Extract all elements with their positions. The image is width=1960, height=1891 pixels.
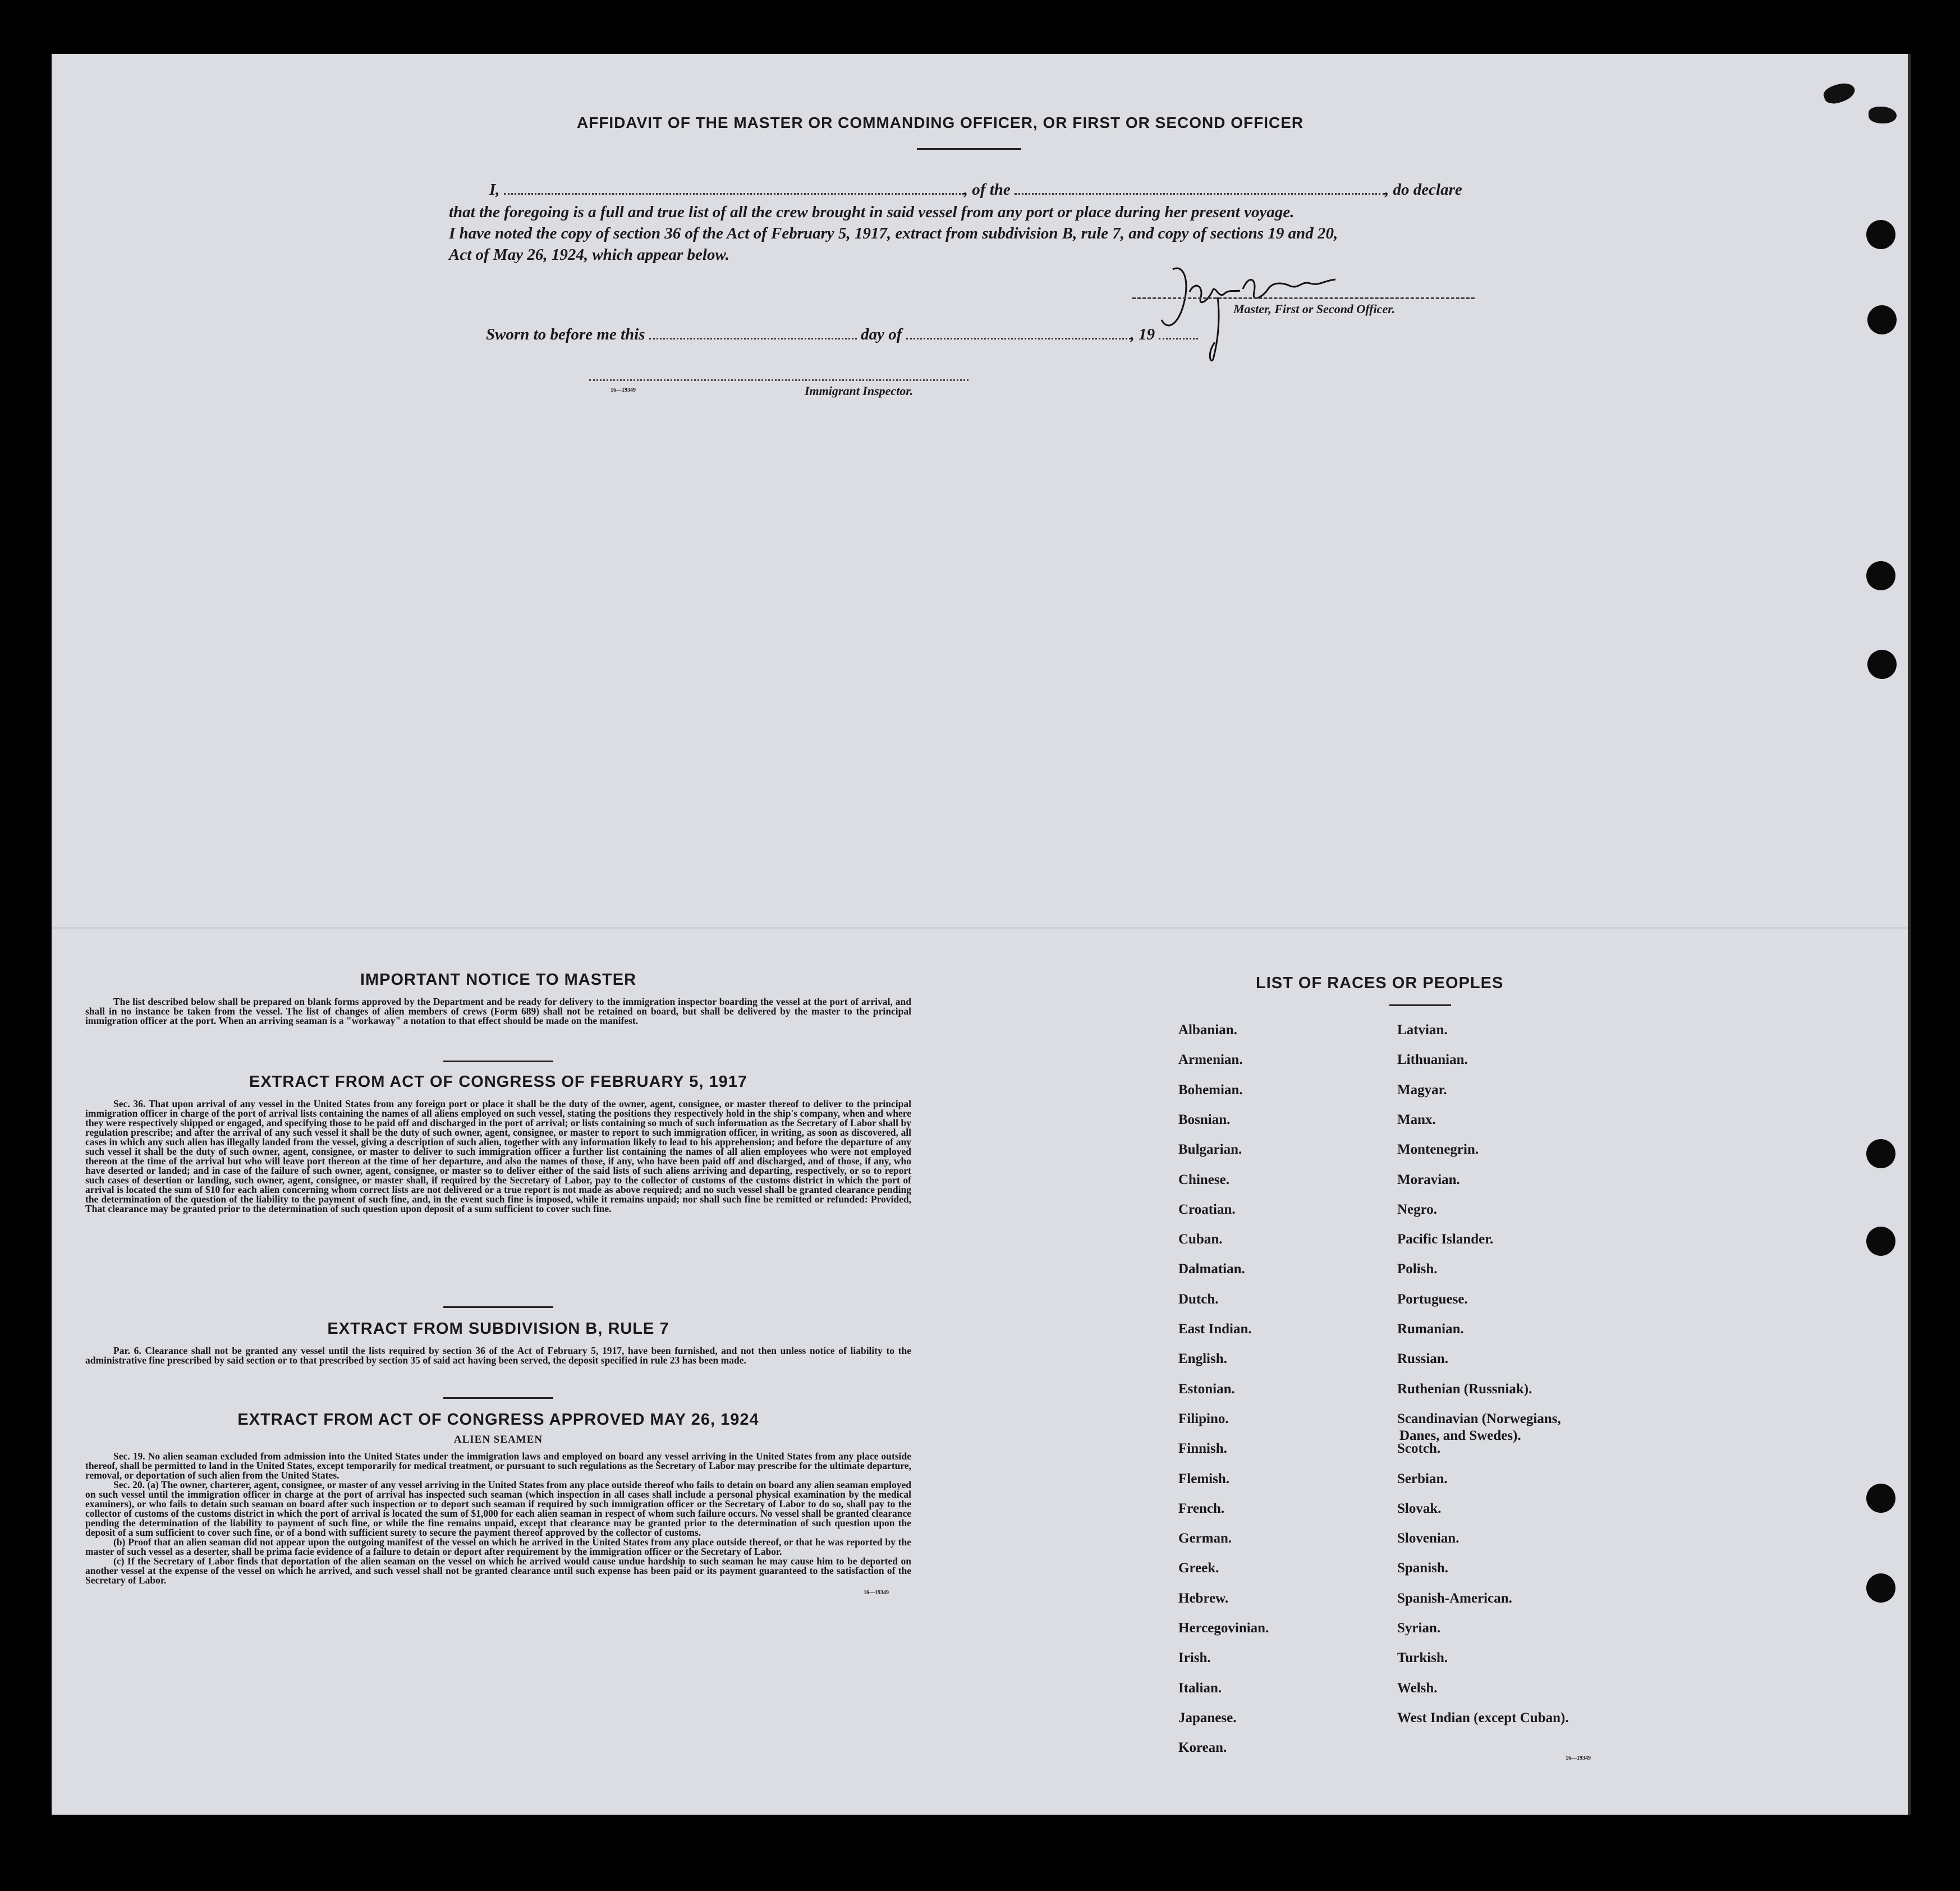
races-form-code: 16—19349 bbox=[1566, 1755, 1591, 1761]
affidavit-line-4: Act of May 26, 1924, which appear below. bbox=[449, 246, 729, 264]
race-left-item: Albanian. bbox=[1178, 1022, 1237, 1038]
punch-hole bbox=[1866, 561, 1895, 590]
sworn-label: Sworn to before me this bbox=[486, 325, 645, 343]
sworn-line bbox=[486, 325, 1198, 344]
signature-line bbox=[1132, 297, 1475, 299]
race-left-item: Croatian. bbox=[1178, 1201, 1236, 1217]
sec19-text: Sec. 19. No alien seaman excluded from admission into the United States under the immigration laws and employed on board any vessel arriving in the United States from any place outside thereof, shall be permitted to land in the United States, except temporarily for medical treatment, or pursuant to such regulations as the Secretary of Labor may prescribe for the ultimate departure, removal, or deportation of such alien from the United States. bbox=[85, 1451, 911, 1481]
race-left-item: Filipino. bbox=[1178, 1411, 1229, 1426]
affidavit-of-label: , of the bbox=[963, 181, 1011, 199]
race-right-item: Magyar. bbox=[1397, 1082, 1447, 1098]
race-left-item: French. bbox=[1178, 1500, 1225, 1516]
extract-1917-text: Sec. 36. That upon arrival of any vessel in the United States from any foreign port or place it shall be the duty of the owner, agent, consignee, or master thereof to deliver to the principal immigration officer in charge of the port of arrival lists containing the names of all aliens employed on such vessel, stating the positions they respectively hold in the ship's company, when and where they were respectively shipped or engaged, and specifying those to be paid off and discharged in the port of arrival; or lists containing so much of such information as the Secretary of Labor shall by regulation prescribe; and after the arrival of any such vessel it shall be the duty of such owner, agent, consignee, or master to report to such immigration officer, in writing, as soon as discovered, all cases in which any such alien has illegally landed from the vessel, giving a description of such alien, together with any information likely to lead to his apprehension; and before the departure of any such vessel it shall be the duty of such owner, agent, consignee, or master to deliver to such immigration officer a further list containing the names of all alien employees who were not employed thereon at the time of the arrival but who will leave port thereon at the time of her departure, and also the names of those, if any, who have been paid off and discharged, and of those, if any, who have deserted or landed; and in case of the failure of such owner, agent, consignee, or master so to deliver either of the said lists of such aliens arriving and departing, respectively, or so to report such cases of desertion or landing, such owner, agent, consignee, or master shall, if required by the Secretary of Labor, pay to the collector of customs of the customs district in which the port of arrival is located the sum of $10 for each alien concerning whom correct lists are not delivered or a true report is not made as above required; and no such vessel shall be granted clearance pending the determination of the question of the liability to the payment of such fine, and, in the event such fine is imposed, while it remains unpaid; nor shall such fine be remitted or refunded: Provided, That clearance may be granted prior to the determination of such question upon deposit of a sum sufficient to cover such fine. bbox=[85, 1098, 911, 1214]
race-left-item: Estonian. bbox=[1178, 1381, 1235, 1397]
affidavit-line-1 bbox=[489, 181, 1462, 199]
races-divider bbox=[1389, 1004, 1451, 1006]
notice-title: IMPORTANT NOTICE TO MASTER bbox=[360, 971, 637, 989]
section-divider bbox=[443, 1306, 553, 1308]
extract-rule7-title: EXTRACT FROM SUBDIVISION B, RULE 7 bbox=[327, 1320, 669, 1338]
race-left-item: Finnish. bbox=[1178, 1441, 1227, 1457]
sworn-month-field[interactable] bbox=[906, 325, 1131, 339]
race-left-item: English. bbox=[1178, 1351, 1227, 1367]
inspector-caption: Immigrant Inspector. bbox=[805, 384, 914, 398]
race-right-item: Spanish. bbox=[1397, 1560, 1449, 1576]
signature-caption: Master, First or Second Officer. bbox=[1233, 302, 1396, 316]
race-right-item: Manx. bbox=[1397, 1112, 1436, 1127]
race-right-item: Ruthenian (Russniak). bbox=[1397, 1381, 1532, 1397]
extract-1924-section bbox=[85, 1411, 911, 1596]
race-left-item: Hebrew. bbox=[1178, 1590, 1229, 1606]
extract-1917-title: EXTRACT FROM ACT OF CONGRESS OF FEBRUARY 5, 1917 bbox=[249, 1073, 748, 1091]
race-left-item: Cuban. bbox=[1178, 1232, 1223, 1247]
race-right-item: Polish. bbox=[1397, 1261, 1438, 1277]
race-right-item: Scandinavian (Norwegians, bbox=[1397, 1411, 1561, 1426]
year-prefix: , 19 bbox=[1130, 325, 1155, 343]
fold-line bbox=[52, 927, 1908, 929]
race-right-item: Turkish. bbox=[1397, 1650, 1448, 1666]
punch-hole bbox=[1867, 650, 1897, 679]
extract-rule7-section bbox=[85, 1320, 911, 1365]
race-right-item: Syrian. bbox=[1397, 1621, 1441, 1636]
race-left-item: Dalmatian. bbox=[1178, 1261, 1245, 1277]
punch-hole bbox=[1866, 220, 1895, 249]
races-title: LIST OF RACES OR PEOPLES bbox=[1256, 974, 1504, 992]
race-left-item: Italian. bbox=[1178, 1680, 1222, 1696]
affidavit-i-label: I, bbox=[489, 181, 500, 199]
race-left-item: Chinese. bbox=[1178, 1172, 1229, 1187]
punch-hole bbox=[1867, 305, 1897, 334]
race-left-item: Bohemian. bbox=[1178, 1082, 1243, 1098]
extract-form-code: 16—19349 bbox=[864, 1590, 889, 1596]
race-right-item: Rumanian. bbox=[1397, 1321, 1464, 1337]
race-left-item: Bosnian. bbox=[1178, 1112, 1231, 1127]
race-left-item: Korean. bbox=[1178, 1740, 1227, 1756]
race-left-item: Greek. bbox=[1178, 1560, 1219, 1576]
race-right-item: Latvian. bbox=[1397, 1022, 1448, 1038]
race-right-item: Negro. bbox=[1397, 1201, 1438, 1217]
extract-1917-section bbox=[85, 1073, 911, 1214]
race-left-item: Irish. bbox=[1178, 1650, 1211, 1666]
punch-hole bbox=[1866, 1139, 1895, 1168]
race-right-item: Moravian. bbox=[1397, 1172, 1460, 1187]
affidavit-declare-label: , do declare bbox=[1385, 181, 1462, 199]
notice-text: The list described below shall be prepared on blank forms approved by the Department and be ready for delivery to the immigration inspector boarding the vessel at the port of arrival, and shall in no instance be taken from the vessel. The list of changes of alien members of crews (Form 689) shall not be retained on board, but shall be delivered by the master to the principal immigration officer at the port. When an arriving seaman is a "workaway" a notation to that effect should be made on the manifest. bbox=[85, 996, 911, 1026]
punch-hole bbox=[1866, 1227, 1895, 1256]
race-right-item: Pacific Islander. bbox=[1397, 1232, 1494, 1247]
affidavit-line-3: I have noted the copy of section 36 of the Act of February 5, 1917, extract from subdivision B, rule 7, and copy of sections 19 and 20, bbox=[449, 224, 1338, 242]
race-right-item: Slovenian. bbox=[1397, 1531, 1459, 1546]
punch-hole bbox=[1866, 1484, 1895, 1513]
affidavit-title: AFFIDAVIT OF THE MASTER OR COMMANDING OFFICER, OR FIRST OR SECOND OFFICER bbox=[577, 114, 1304, 131]
race-left-item: German. bbox=[1178, 1531, 1232, 1546]
extract-1924-title: EXTRACT FROM ACT OF CONGRESS APPROVED MAY 26, 1924 bbox=[237, 1411, 759, 1429]
ink-smudge bbox=[1869, 107, 1897, 123]
race-left-item: Bulgarian. bbox=[1178, 1142, 1242, 1158]
race-right-item: Portuguese. bbox=[1397, 1291, 1468, 1307]
punch-hole bbox=[1866, 1573, 1895, 1603]
race-right-item: Danes, and Swedes). bbox=[1399, 1428, 1521, 1443]
declarant-name-field[interactable] bbox=[504, 181, 964, 195]
extract-rule7-text: Par. 6. Clearance shall not be granted any vessel until the lists required by section 36 of the Act of February 5, 1917, have been furnished, and not then unless notice of liability to the administrative fine prescribed by said section or to that prescribed by section 35 of said act having been served, the deposit specified in rule 23 has been made. bbox=[85, 1345, 911, 1366]
race-left-item: Dutch. bbox=[1178, 1291, 1219, 1307]
race-right-item: Slovak. bbox=[1397, 1500, 1442, 1516]
race-left-item: East Indian. bbox=[1178, 1321, 1252, 1337]
sworn-day-field[interactable] bbox=[649, 325, 857, 339]
race-left-item: Armenian. bbox=[1178, 1052, 1243, 1068]
race-right-item: West Indian (except Cuban). bbox=[1397, 1710, 1569, 1725]
notice-section bbox=[85, 971, 911, 1026]
extract-1924-subtitle: ALIEN SEAMEN bbox=[453, 1434, 543, 1445]
race-right-item: Montenegrin. bbox=[1397, 1142, 1479, 1158]
race-left-item: Hercegovinian. bbox=[1178, 1621, 1269, 1636]
sec20b-text: (b) Proof that an alien seaman did not appear upon the outgoing manifest of the vessel on which he arrived in the United States from any place outside thereof, or that he was reported by the master of such vessel as a deserter, shall be prima facie evidence of a failure to detain or deport after requirement by the immigration officer or the Secretary of Labor. bbox=[85, 1536, 911, 1557]
race-right-item: Welsh. bbox=[1397, 1680, 1438, 1696]
sec20c-text: (c) If the Secretary of Labor finds that deportation of the alien seaman on the vessel on which he arrived would cause undue hardship to such seaman he may cause him to be deported on another vessel at the expense of the vessel on which he arrived, and such vessel shall not be granted clearance until such expense has been paid or its payment guaranteed to the satisfaction of the Secretary of Labor. bbox=[85, 1555, 911, 1586]
section-divider bbox=[443, 1061, 553, 1062]
affidavit-line-2: that the foregoing is a full and true list of all the crew brought in said vessel from any port or place during her present voyage. bbox=[449, 203, 1295, 221]
title-divider bbox=[917, 148, 1021, 150]
vessel-name-field[interactable] bbox=[1015, 181, 1385, 195]
sec20a-text: Sec. 20. (a) The owner, charterer, agent, consignee, or master of any vessel arriving in the United States from any place outside thereof who fails to detain on board any alien seaman employed on such vessel until the immigration officer in charge at the port of arrival has inspected such seaman (which inspection in all cases shall include a personal physical examination by the medical examiners), or who fails to detain such seaman on board after such inspection or to deport such seaman if required by such immigration officer or the Secretary of Labor to do so, shall pay to the collector of customs of the customs district in which the port of arrival is located the sum of $1,000 for each alien seaman in respect of whom such failure occurs. No vessel shall be granted clearance pending the determination of the liability to payment of such fine, or while the fine remains unpaid, except that clearance may be granted prior to the determination of such question upon the deposit of a sum sufficient to cover such fine, or of a bond with sufficient surety to secure the payment thereof approved by the collector of customs. bbox=[85, 1479, 911, 1538]
inspector-signature-line bbox=[589, 379, 968, 381]
race-right-item: Russian. bbox=[1397, 1351, 1449, 1367]
race-right-item: Scotch. bbox=[1397, 1441, 1441, 1457]
sworn-year-field[interactable] bbox=[1159, 325, 1198, 339]
race-right-item: Spanish-American. bbox=[1397, 1590, 1512, 1606]
race-left-item: Flemish. bbox=[1178, 1471, 1229, 1486]
form-code: 16—19349 bbox=[611, 387, 636, 393]
race-right-item: Serbian. bbox=[1397, 1471, 1448, 1486]
race-left-item: Japanese. bbox=[1178, 1710, 1237, 1725]
day-of-label: day of bbox=[861, 325, 902, 343]
race-right-item: Lithuanian. bbox=[1397, 1052, 1468, 1068]
section-divider bbox=[443, 1397, 553, 1399]
